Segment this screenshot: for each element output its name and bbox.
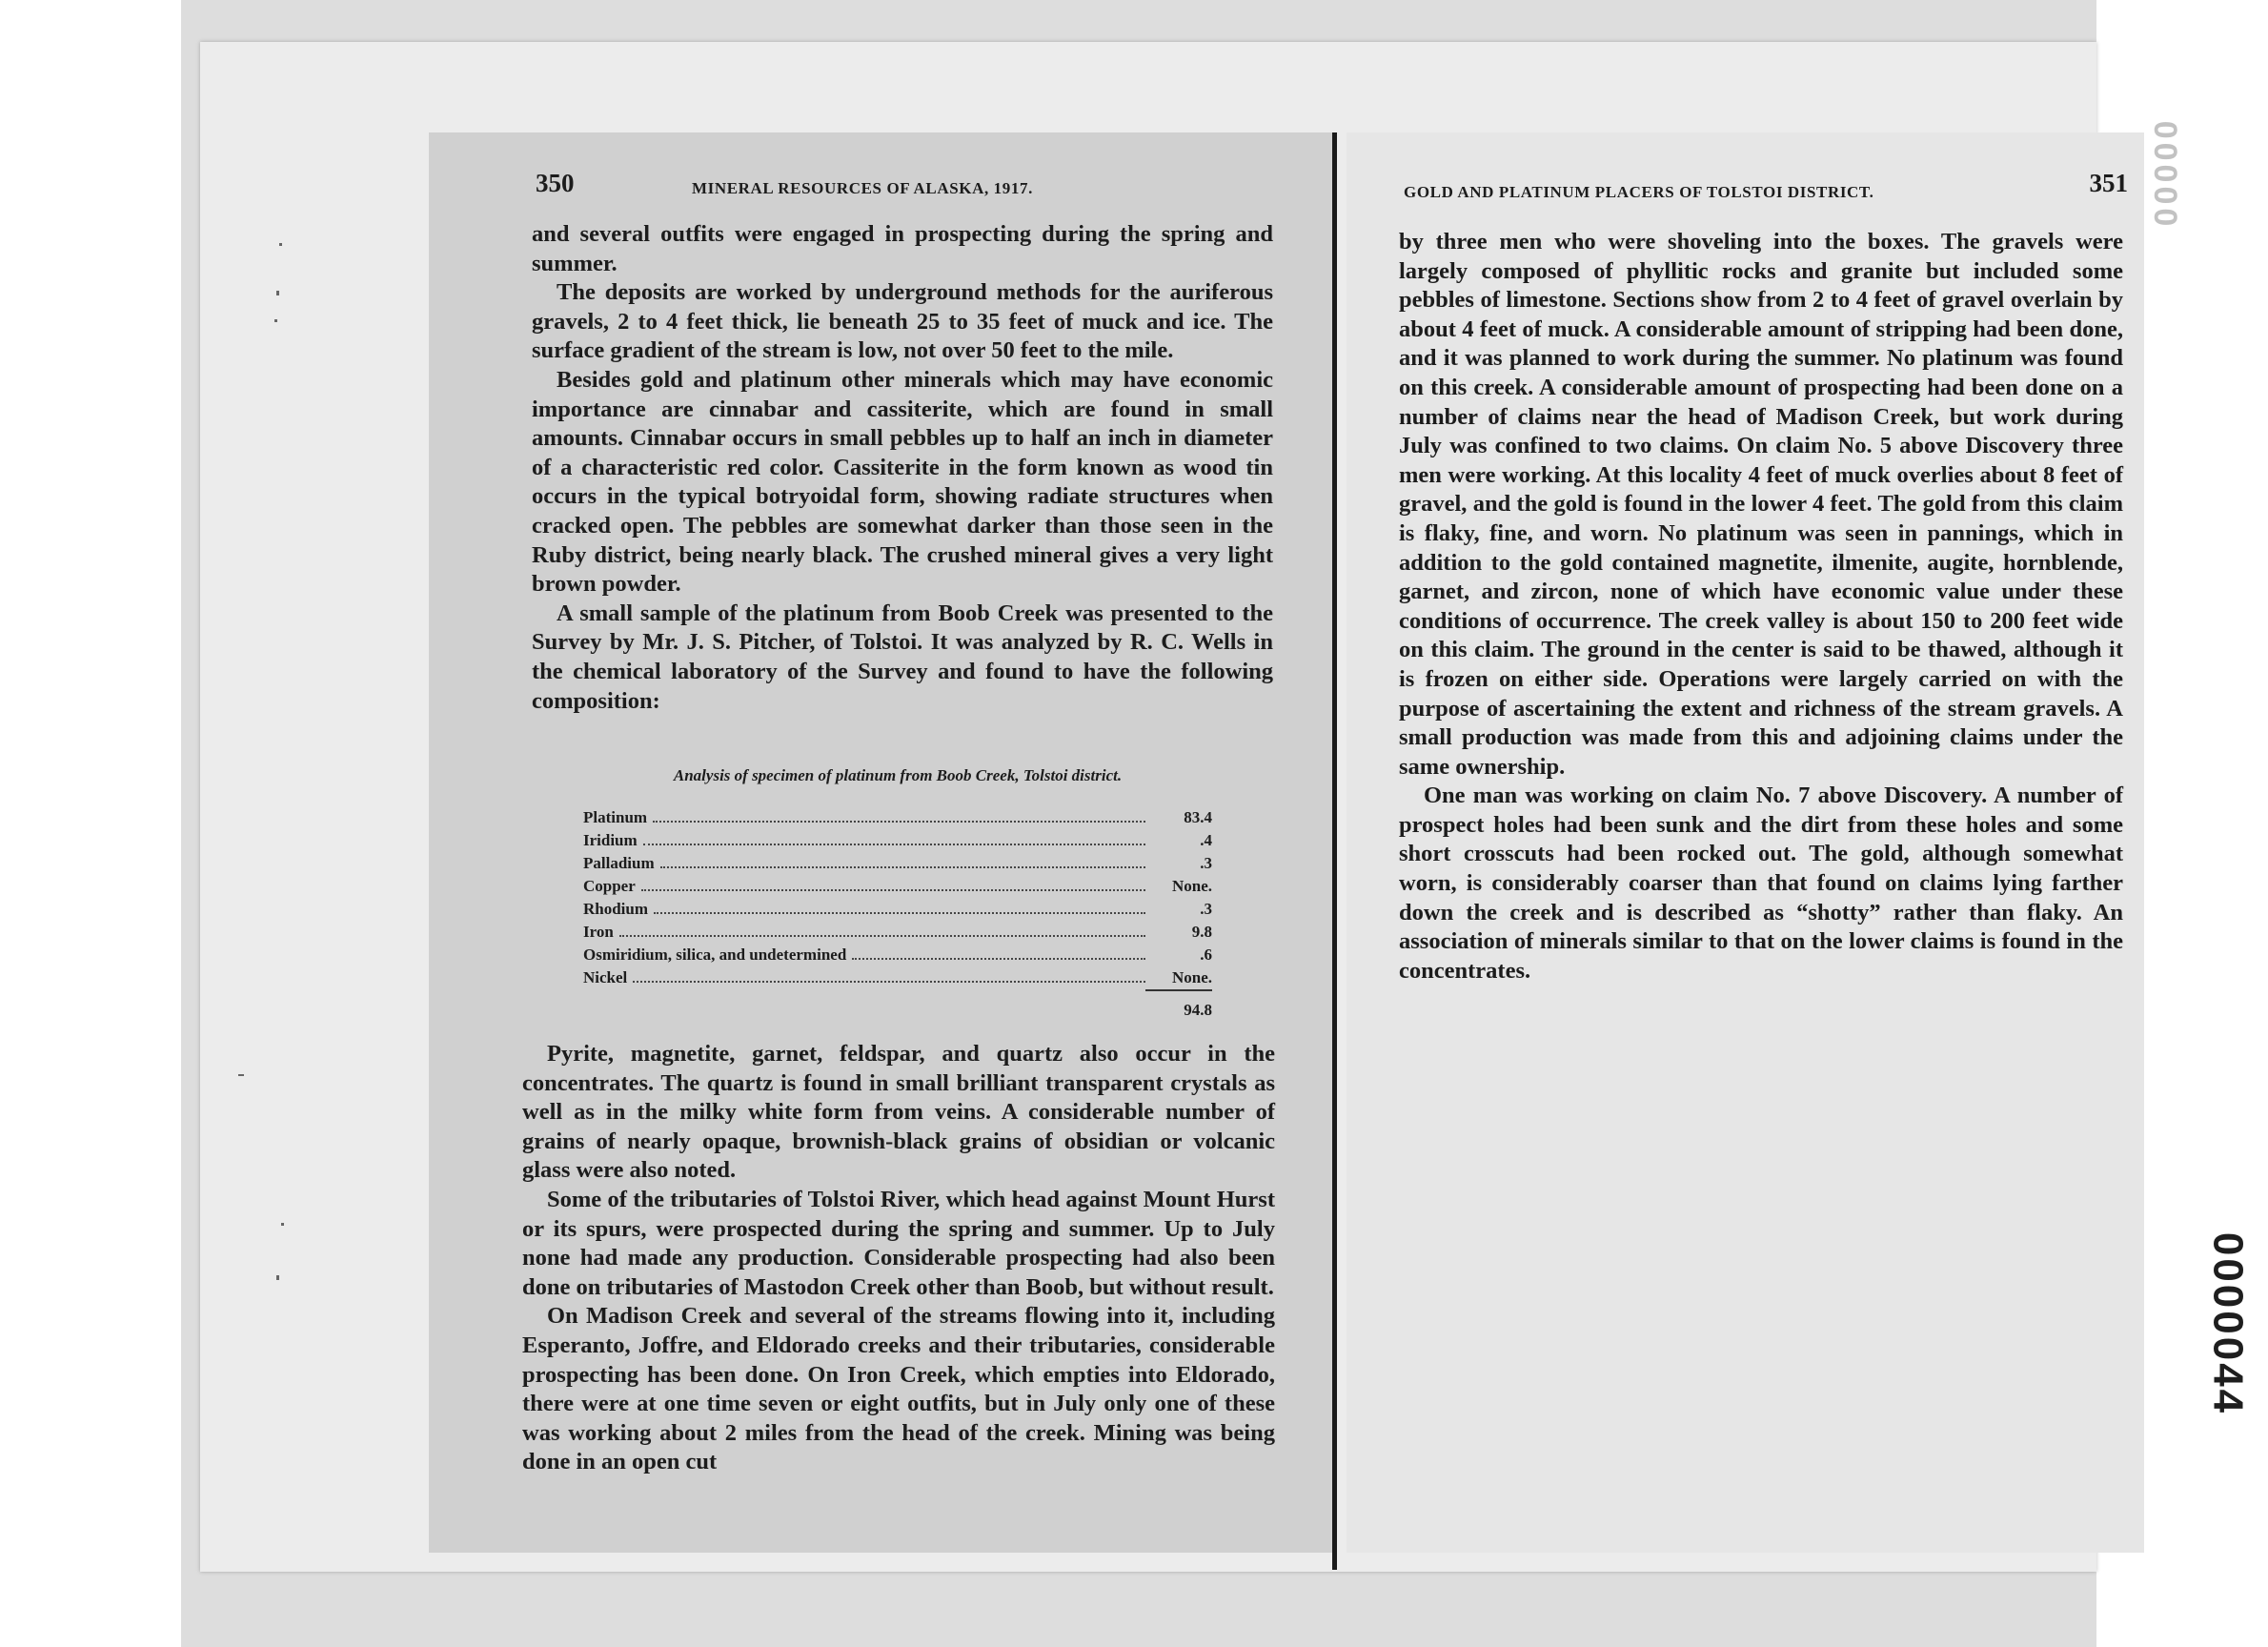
analysis-value: 83.4 bbox=[1184, 807, 1212, 826]
leader-dots bbox=[643, 844, 1145, 845]
leader-dots bbox=[660, 866, 1145, 868]
analysis-element: Nickel bbox=[583, 967, 628, 986]
analysis-value: .6 bbox=[1200, 945, 1212, 964]
analysis-row bbox=[583, 806, 1212, 829]
leader-dots bbox=[654, 912, 1145, 914]
analysis-value: 9.8 bbox=[1191, 922, 1212, 941]
analysis-table-title: Analysis of specimen of platinum from Boob Creek, Tolstoi district. bbox=[673, 766, 1123, 784]
analysis-value: None. bbox=[1171, 967, 1212, 986]
stamp-top-right bbox=[2135, 99, 2192, 252]
analysis-element: Rhodium bbox=[583, 899, 649, 918]
analysis-element: Iridium bbox=[583, 830, 638, 849]
analysis-value: None. bbox=[1171, 876, 1212, 895]
leader-dots bbox=[641, 889, 1145, 891]
scan-speck bbox=[238, 1074, 244, 1076]
analysis-element: Copper bbox=[583, 876, 636, 895]
bleed-through-line bbox=[534, 1555, 537, 1584]
paragraph: One man was working on claim No. 7 above Discovery. A number of prospect holes had been sunk and the dirt from these holes and some short crosscuts had been rocked out. The gold, although somewhat worn, is considerably coarser than that found on claims lying farther down the creek and is described as “shotty” rather than flaky. An association of minerals similar to that on the lower claims is found in the concentrates. bbox=[1399, 783, 2123, 984]
scan-speck bbox=[279, 243, 282, 246]
analysis-element: Palladium bbox=[583, 853, 655, 872]
analysis-total-row bbox=[583, 989, 1212, 1024]
paragraph: and several outfits were engaged in prospecting during the spring and summer. bbox=[532, 221, 1273, 276]
stamp-top-text: 00000 bbox=[2147, 120, 2184, 231]
paragraph: The deposits are worked by underground methods for the auriferous gravels, 2 to 4 feet thick, lie beneath 25 to 35 feet of muck and ice. The surface gradient of the stream is low, not over 50 feet to the mile. bbox=[532, 279, 1273, 364]
left-page-number: 350 bbox=[536, 169, 575, 197]
right-page-header bbox=[1404, 169, 2128, 203]
analysis-value: .4 bbox=[1200, 830, 1212, 849]
scan-speck bbox=[274, 319, 277, 322]
analysis-row bbox=[583, 829, 1212, 852]
analysis-total: 94.8 bbox=[1145, 989, 1212, 1024]
paragraph: by three men who were shoveling into the boxes. The gravels were largely composed of phyllitic rocks and granite but included some pebbles of limestone. Sections show from 2 to 4 feet of gravel overlain by about 4 feet of muck. A considerable amount of stripping had been done, and it was planned to work during the summer. No platinum was found on this creek. A considerable amount of prospecting had been done on a number of claims near the head of Madison Creek, but work during July was confined to two claims. On claim No. 5 above Discovery three men were working. At this locality 4 feet of muck overlies about 8 feet of gravel, and the gold is found in the lower 4 feet. The gold from this claim is flaky, fine, and worn. No platinum was seen in pannings, which in addition to the gold contained magnetite, ilmenite, augite, hornblende, garnet, and zircon, none of which have economic value under these conditions of occurrence. The creek valley is about 150 to 200 feet wide on this claim. The ground in the center is said to be thawed, although it is frozen on either side. Operations were largely carried on with the purpose of ascertaining the extent and richness of the stream gravels. A small production was made from this and adjoining claims under the same ownership. bbox=[1399, 229, 2123, 780]
left-text-lower bbox=[522, 1040, 1275, 1477]
analysis-row bbox=[583, 966, 1212, 989]
document-sheet bbox=[200, 42, 2252, 1572]
page-gutter bbox=[1332, 132, 1337, 1570]
stamp-right-text: 0000044 bbox=[2204, 1231, 2252, 1416]
paragraph: Besides gold and platinum other minerals which may have economic importance are cinnabar and cassiterite, which are found in small amounts. Cinnabar occurs in small pebbles up to half an inch in diameter of a characteristic red color. Cassiterite in the form known as wood tin occurs in the typical botryoidal form, showing radiate structures when cracked open. The pebbles are somewhat darker than those seen in the Ruby district, being nearly black. The crushed mineral gives a very light brown powder. bbox=[532, 366, 1273, 598]
scan-speck bbox=[276, 1275, 279, 1280]
paragraph: On Madison Creek and several of the streams flowing into it, including Esperanto, Joffre, and Eldorado creeks and their tributaries, considerable prospecting has been done. On Iron Creek, which empties into Eldorado, there were at one time seven or eight outfits, but in July only one of these was working about 2 miles from the head of the creek. Mining was being done in an open cut bbox=[522, 1303, 1275, 1475]
paragraph: A small sample of the platinum from Boob Creek was presented to the Survey by Mr. J. S. Pitcher, of Tolstoi. It was analyzed by R. C. Wells in the chemical laboratory of the Survey and found to have the following composition: bbox=[532, 600, 1273, 714]
right-page bbox=[1347, 132, 2144, 1553]
leader-dots bbox=[852, 958, 1145, 960]
leader-dots bbox=[653, 821, 1145, 823]
right-running-head: GOLD AND PLATINUM PLACERS OF TOLSTOI DISTRICT. bbox=[1404, 183, 1874, 201]
scan-speck bbox=[276, 291, 279, 295]
analysis-value: .3 bbox=[1200, 853, 1212, 872]
analysis-row bbox=[583, 875, 1212, 898]
leader-dots bbox=[619, 935, 1145, 937]
left-running-head: MINERAL RESOURCES OF ALASKA, 1917. bbox=[692, 179, 1033, 197]
analysis-row bbox=[583, 944, 1212, 966]
right-page-number: 351 bbox=[2089, 169, 2128, 197]
analysis-element: Platinum bbox=[583, 807, 648, 826]
analysis-table bbox=[583, 762, 1212, 1024]
scan-speck bbox=[281, 1223, 284, 1226]
left-text-upper bbox=[532, 220, 1273, 716]
analysis-row bbox=[583, 852, 1212, 875]
stamp-right-side bbox=[2182, 1214, 2268, 1434]
bleed-through-line bbox=[529, 1538, 533, 1568]
paragraph: Some of the tributaries of Tolstoi River, which head against Mount Hurst or its spurs, were prospected during the spring and summer. Up to July none had made any production. Considerable prospecting had also been done on tributaries of Mastodon Creek other than Boob, but without result. bbox=[522, 1186, 1275, 1300]
right-text bbox=[1399, 228, 2123, 986]
paragraph: Pyrite, magnetite, garnet, feldspar, and quartz also occur in the concentrates. The quartz is found in small brilliant transparent crystals as well as in the milky white form from veins. A considerable number of grains of nearly opaque, brownish-black grains of obsidian or volcanic glass were also noted. bbox=[522, 1041, 1275, 1184]
left-page bbox=[429, 132, 1334, 1553]
analysis-element: Osmiridium, silica, and undetermined bbox=[583, 945, 847, 964]
analysis-value: .3 bbox=[1200, 899, 1212, 918]
analysis-element: Iron bbox=[583, 922, 614, 941]
analysis-row bbox=[583, 921, 1212, 944]
leader-dots bbox=[633, 981, 1145, 983]
left-page-header bbox=[536, 169, 1298, 203]
analysis-row bbox=[583, 898, 1212, 921]
